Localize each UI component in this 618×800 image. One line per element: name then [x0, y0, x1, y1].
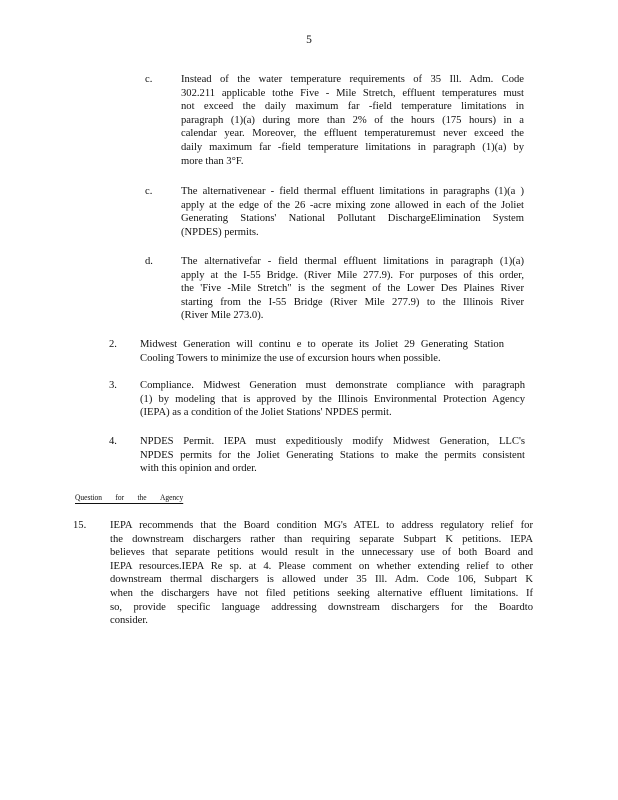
- item-paragraph: [140, 338, 504, 365]
- question-paragraph: [110, 519, 533, 628]
- item-paragraph: [140, 379, 525, 420]
- subitem-paragraph: [181, 185, 524, 239]
- heading-word: Agency: [159, 492, 184, 502]
- paragraph-line: calendar year. Moreover, the effluent temperaturemust never exceed the: [181, 128, 524, 140]
- heading-word: Question: [75, 492, 103, 502]
- subitem-paragraph: [181, 255, 524, 323]
- subitem-paragraph: [181, 73, 524, 168]
- paragraph-line: Compliance. Midwest Generation must demonstrate compliance with paragraph: [140, 380, 525, 391]
- paragraph-line: starting from the I-55 Bridge (River Mile 277.9) to the Illinois River: [181, 296, 524, 308]
- paragraph-line: NPDES permits for the Joliet Generating Stations to make the permits consistent: [140, 449, 525, 461]
- paragraph-line: with this opinion and order.: [140, 463, 257, 475]
- paragraph-line: the 'Five -Mile Stretch" is the segment of the Lower Des Plaines River: [181, 283, 524, 295]
- paragraph-line: NPDES Permit. IEPA must expeditiously modify Midwest Generation, LLC's: [140, 436, 525, 447]
- subitem-marker: c.: [145, 74, 153, 85]
- paragraph-line: (IEPA) as a condition of the Joliet Stations' NPDES permit.: [140, 407, 392, 419]
- paragraph-line: IEPA recommends that the Board condition MG's ATEL to address regulatory relief for: [110, 520, 533, 531]
- heading-word: for: [115, 492, 125, 502]
- paragraph-line: when the dischargers have not filed petitions seeking alternative effluent limitations. If: [110, 587, 533, 599]
- paragraph-line: Instead of the water temperature requirements of 35 Ill. Adm. Code: [181, 74, 524, 85]
- paragraph-line: apply at the edge of the 26 -acre mixing zone allowed in each of the Joliet: [181, 199, 524, 211]
- item-paragraph: [140, 435, 525, 476]
- heading-word: the: [137, 492, 147, 502]
- subitem-marker: c.: [145, 186, 153, 197]
- paragraph-line: apply at the I-55 Bridge. (River Mile 277.9). For purposes of this order,: [181, 269, 524, 281]
- paragraph-line: (NPDES) permits.: [181, 226, 259, 238]
- paragraph-line: Midwest Generation will continu e to operate its Joliet 29 Generating Station: [140, 339, 504, 350]
- paragraph-line: so, provide specific language addressing downstream dischargers for the Boardto: [110, 601, 533, 613]
- section-heading: [75, 492, 183, 504]
- paragraph-line: the downstream dischargers rather than requiring separate Subpart K petitions. IEPA: [110, 533, 533, 545]
- question-marker: 15.: [73, 520, 87, 531]
- paragraph-line: believes that separate petitions would result in the unnecessary use of both Board and: [110, 547, 533, 559]
- paragraph-line: The alternativenear - field thermal effluent limitations in paragraphs (1)(a ): [181, 186, 524, 197]
- paragraph-line: more than 3°F.: [181, 155, 244, 167]
- paragraph-line: paragraph (1)(a) during more than 2% of the hours (175 hours) in a: [181, 114, 524, 126]
- paragraph-line: not exceed the daily maximum far -field temperature limitations in: [181, 101, 524, 113]
- paragraph-line: The alternativefar - field thermal effluent limitations in paragraph (1)(a): [181, 256, 524, 267]
- subitem-marker: d.: [145, 256, 153, 267]
- paragraph-line: downstream thermal dischargers is allowed under 35 Ill. Adm. Code 106, Subpart K: [110, 574, 533, 586]
- paragraph-line: Cooling Towers to minimize the use of excursion hours when possible.: [140, 352, 441, 364]
- item-marker: 2.: [109, 339, 117, 350]
- item-marker: 4.: [109, 436, 117, 447]
- paragraph-line: (River Mile 273.0).: [181, 310, 264, 322]
- paragraph-line: 302.211 applicable tothe Five - Mile Stretch, effluent temperatures must: [181, 87, 524, 99]
- page-number: 5: [306, 34, 312, 46]
- paragraph-line: IEPA resources.IEPA Re sp. at 4. Please comment on whether extending relief to other: [110, 560, 533, 572]
- paragraph-line: (1) by modeling that is approved by the Illinois Environmental Protection Agency: [140, 393, 525, 405]
- paragraph-line: consider.: [110, 615, 148, 627]
- item-marker: 3.: [109, 380, 117, 391]
- paragraph-line: Generating Stations' National Pollutant DischargeElimination System: [181, 213, 524, 225]
- paragraph-line: daily maximum far -field temperature limitations in paragraph (1)(a) by: [181, 141, 524, 153]
